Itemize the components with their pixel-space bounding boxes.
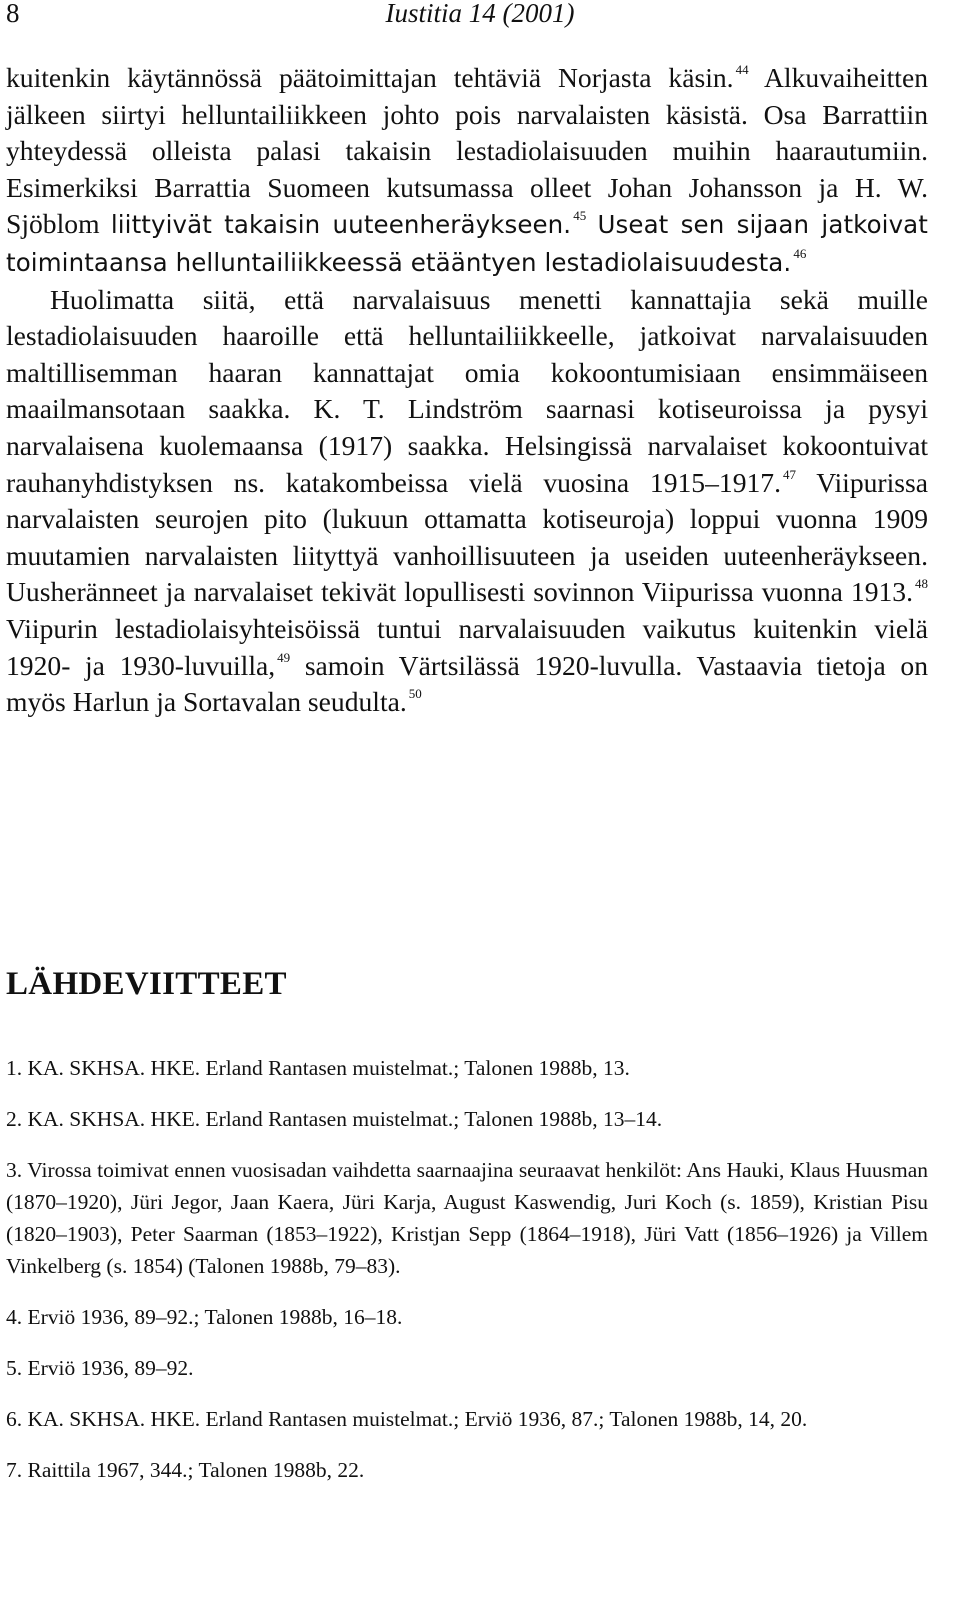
reference-note: 1. KA. SKHSA. HKE. Erland Rantasen muistelmat.; Talonen 1988b, 13. xyxy=(6,1056,630,1080)
paragraph-1-text-2: Alkuvaiheitten jälkeen siirtyi helluntailiikkeen johto pois narvalaisten käsistä. Osa Barrattiin yhteydessä olleista palasi takaisin lestadiolaisuuden muihin haarautumiin. Esimerkiksi Barrattia Suomeen kutsumassa olleet Johan Johansson ja H. W. Sjöblom xyxy=(6,62,928,240)
reference-note: 4. Erviö 1936, 89–92.; Talonen 1988b, 16–18. xyxy=(6,1305,403,1329)
paragraph-1 xyxy=(6,60,928,282)
paragraph-2-text-3: Viipurin lestadiolaisyhteisöissä tuntui narvalaisuuden vaikutus kuitenkin vielä 1920- ja 1930-luvuilla, xyxy=(6,612,928,681)
paragraph-1-text-1: kuitenkin käytännössä päätoimittajan tehtäviä Norjasta käsin. xyxy=(6,62,734,93)
footnote-ref-50: 50 xyxy=(408,686,422,702)
page-header xyxy=(0,0,960,30)
footnote-ref-45: 45 xyxy=(573,208,587,224)
reference-note: 2. KA. SKHSA. HKE. Erland Rantasen muistelmat.; Talonen 1988b, 13–14. xyxy=(6,1107,663,1131)
paragraph-2-text-2: Viipurissa narvalaisten seurojen pito (lukuun ottamatta kotiseuroja) loppui vuonna 1909 muutamien narvalaisten liityttyä vanhoillisuuteen ja useiden uuteenheräykseen. Uusheränneet ja narvalaiset tekivät lopullisesti sovinnon Viipurissa vuonna 1913. xyxy=(6,466,928,608)
footnote-ref-46: 46 xyxy=(793,245,807,261)
reference-note: 5. Erviö 1936, 89–92. xyxy=(6,1356,194,1380)
reference-notes xyxy=(6,1052,928,1505)
footnote-ref-47: 47 xyxy=(782,466,796,482)
reference-note: 3. Virossa toimivat ennen vuosisadan vaihdetta saarnaajina seuraavat henkilöt: Ans Hauki, Klaus Huusman (1870–1920), Jüri Jegor, Jaan Kaera, Jüri Karja, August Kaswendig, Juri Koch (s. 1859), Kristian Pisu (1820–1903), Peter Saarman (1853–1922), Kristjan Sepp (1864–1918), Jüri Vatt (1856–1926) ja Villem Vinkelberg (s. 1854) (Talonen 1988b, 79–83). xyxy=(6,1158,928,1278)
paragraph-2-text-1: Huolimatta siitä, että narvalaisuus menetti kannattajia sekä muille lestadiolaisuuden haaroille että helluntailiikkeelle, jatkoivat narvalaisuuden maltillisemman haaran kannattajat omia kokoontumisiaan ensimmäiseen maailmansotaan saakka. K. T. Lindström saarnasi kotiseuroissa ja pysyi narvalaisena kuolemaansa (1917) saakka. Helsingissä narvalaiset kokoontuivat rauhanyhdistyksen ns. katakombeissa vielä vuosina 1915–1917. xyxy=(6,283,928,498)
footnote-ref-49: 49 xyxy=(277,649,291,665)
page-number: 8 xyxy=(6,0,20,28)
paragraph-1-text-3: liittyivät takaisin uuteenheräykseen. xyxy=(110,210,572,240)
footnote-ref-44: 44 xyxy=(735,62,749,77)
section-heading-references: LÄHDEVIITTEET xyxy=(6,966,287,1002)
reference-note: 6. KA. SKHSA. HKE. Erland Rantasen muistelmat.; Erviö 1936, 87.; Talonen 1988b, 14, 20. xyxy=(6,1407,808,1431)
paragraph-2 xyxy=(6,282,928,721)
footnote-ref-48: 48 xyxy=(915,576,928,592)
running-title: Iustitia 14 (2001) xyxy=(385,0,575,28)
paragraph-2-text-4: samoin Värtsilässä 1920-luvulla. Vastaavia tietoja on myös Harlun ja Sortavalan seudulta. xyxy=(6,649,928,718)
paragraph-1-text-4: Useat sen sijaan jatkoivat toimintaansa helluntailiikkeessä etääntyen lestadiolaisuudesta. xyxy=(6,210,928,277)
reference-note: 7. Raittila 1967, 344.; Talonen 1988b, 22. xyxy=(6,1458,365,1482)
body-text xyxy=(6,60,928,721)
